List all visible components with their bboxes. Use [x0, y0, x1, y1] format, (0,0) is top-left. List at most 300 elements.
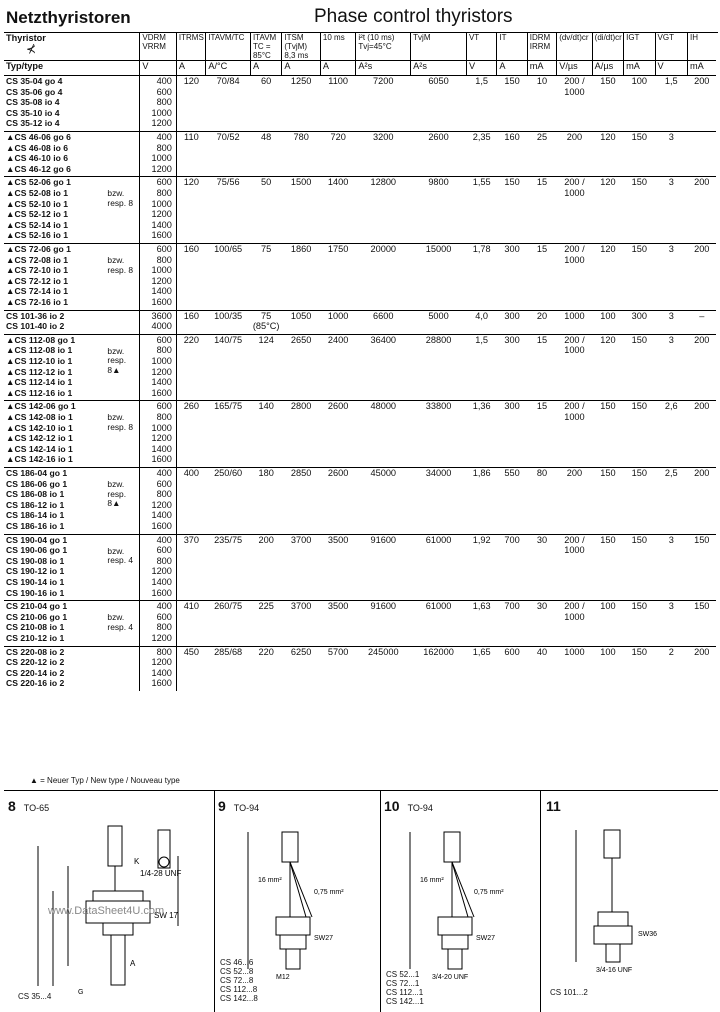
voltage-value: 1600	[151, 296, 172, 307]
thyristor-group-row	[4, 310, 716, 334]
column-header: VDRM VRRM	[140, 33, 177, 61]
type-designation: ▲CS 52-12 io 1	[6, 209, 69, 220]
spec-value: 33800	[411, 401, 467, 468]
type-designation: ▲CS 72-06 go 1	[6, 243, 71, 254]
voltage-value: 400	[156, 76, 172, 86]
label-thread: 3/4-16 UNF	[596, 967, 633, 974]
type-designation: CS 220-12 io 2	[6, 657, 65, 668]
voltage-value: 600	[156, 478, 172, 489]
spec-value: 150	[624, 601, 655, 646]
type-designation: ▲CS 112-08 io 1	[6, 345, 73, 356]
spec-value: 120	[592, 243, 623, 310]
spec-value: 200 / 1000	[557, 601, 592, 646]
spec-value: 140	[250, 401, 281, 468]
label-thread: 3/4-20 UNF	[432, 974, 469, 981]
label-m12: M12	[276, 974, 290, 981]
package-caption: CS 35...4	[18, 992, 52, 1001]
voltage-value: 600	[156, 243, 172, 254]
voltage-list	[140, 132, 177, 177]
package-name: TO-94	[233, 803, 260, 813]
type-list	[4, 132, 105, 177]
column-unit: mA	[624, 61, 655, 76]
voltage-value: 1600	[151, 678, 172, 689]
column-unit: A	[282, 61, 321, 76]
voltage-value: 1200	[151, 632, 172, 643]
spec-value: 200	[688, 646, 717, 691]
spec-value: 180	[250, 467, 281, 534]
spec-value: 120	[176, 177, 205, 244]
thyristor-group-row	[4, 401, 716, 468]
resp-note	[105, 132, 139, 177]
package-8-drawing	[8, 816, 208, 1006]
column-header: ITAVM TC = 85°C	[250, 33, 281, 61]
spec-value: 12800	[356, 177, 411, 244]
spec-value: 300	[497, 334, 527, 401]
type-designation: ▲CS 46-10 io 6	[6, 153, 69, 164]
spec-value: 150	[624, 243, 655, 310]
type-designation: CS 190-04 go 1	[6, 534, 68, 545]
voltage-value: 1200	[151, 163, 172, 174]
spec-value: 15	[527, 243, 556, 310]
voltage-value: 600	[156, 611, 172, 622]
column-unit: mA	[527, 61, 556, 76]
spec-value: 1,36	[466, 401, 496, 468]
type-designation: ▲CS 72-10 io 1	[6, 265, 69, 276]
label-16mm: 16 mm²	[258, 877, 282, 884]
voltage-value: 600	[156, 177, 172, 188]
package-number: 8	[8, 798, 16, 814]
header-typ: Typ/type	[4, 61, 140, 76]
voltage-value: 600	[156, 86, 172, 97]
spec-value: 120	[592, 177, 623, 244]
voltage-value: 800	[156, 489, 172, 500]
package-9	[218, 798, 378, 1008]
spec-value: 200	[688, 177, 717, 244]
spec-value: 1500	[282, 177, 321, 244]
type-list	[4, 334, 105, 401]
spec-value: 15	[527, 334, 556, 401]
spec-value: 200	[250, 534, 281, 601]
spec-value: 100/35	[206, 310, 251, 334]
type-designation: ▲CS 72-16 io 1	[6, 296, 69, 307]
voltage-value: 800	[156, 345, 172, 356]
type-designation: CS 35-12 io 4	[6, 118, 60, 129]
voltage-value: 400	[156, 534, 172, 545]
voltage-list	[140, 334, 177, 401]
type-designation: ▲CS 112-10 io 1	[6, 355, 73, 366]
voltage-value: 1000	[151, 265, 172, 276]
voltage-value: 1200	[151, 275, 172, 286]
spec-value: 1,63	[466, 601, 496, 646]
resp-note: bzw. resp. 8	[105, 401, 139, 468]
spec-value: 2600	[411, 132, 467, 177]
header-thyristor: Thyristor ⊀	[4, 33, 140, 61]
voltage-value: 600	[156, 545, 172, 556]
voltage-value: 1400	[151, 576, 172, 587]
type-designation: CS 186-14 io 1	[6, 510, 65, 521]
spec-value: 140/75	[206, 334, 251, 401]
spec-value: 260	[176, 401, 205, 468]
resp-note: bzw. resp. 8	[105, 243, 139, 310]
type-designation: CS 190-06 go 1	[6, 545, 68, 556]
column-header: IT	[497, 33, 527, 61]
spec-value: 720	[320, 132, 355, 177]
spec-value: 150	[624, 401, 655, 468]
spec-value: 410	[176, 601, 205, 646]
spec-value: 3	[655, 177, 687, 244]
column-header: (di/dt)cr	[592, 33, 623, 61]
footnote-new-type: ▲ = Neuer Typ / New type / Nouveau type	[30, 776, 180, 785]
voltage-value: 800	[156, 187, 172, 198]
package-number: 9	[218, 798, 226, 814]
spec-value: 15000	[411, 243, 467, 310]
voltage-value: 400	[156, 467, 172, 478]
spec-value: 10	[527, 76, 556, 132]
thyristor-group-row	[4, 132, 716, 177]
column-header: TvjM	[411, 33, 467, 61]
spec-value: 110	[176, 132, 205, 177]
spec-value: 100/65	[206, 243, 251, 310]
type-designation: ▲CS 46-08 io 6	[6, 142, 69, 153]
package-caption: CS 101...2	[550, 988, 588, 997]
spec-value: 75/56	[206, 177, 251, 244]
voltage-value: 600	[156, 334, 172, 345]
spec-value: 150	[624, 334, 655, 401]
spec-value: 3	[655, 310, 687, 334]
spec-value: 1,55	[466, 177, 496, 244]
resp-note: bzw. resp. 8▲	[105, 334, 139, 401]
spec-value: 30	[527, 601, 556, 646]
type-designation: CS 210-12 io 1	[6, 632, 65, 643]
spec-value: 1,86	[466, 467, 496, 534]
type-list	[4, 601, 105, 646]
spec-value: 40	[527, 646, 556, 691]
spec-value: 450	[176, 646, 205, 691]
spec-value: 100	[592, 646, 623, 691]
spec-value: 150	[592, 467, 623, 534]
spec-value: 250/60	[206, 467, 251, 534]
voltage-value: 1200	[151, 433, 172, 444]
voltage-value: 4000	[151, 321, 172, 332]
spec-value: 120	[176, 76, 205, 132]
voltage-value: 1600	[151, 387, 172, 398]
units-row	[4, 61, 716, 76]
type-list	[4, 76, 105, 132]
spec-value: 75	[250, 243, 281, 310]
spec-value: 48000	[356, 401, 411, 468]
voltage-list	[140, 401, 177, 468]
package-8	[8, 798, 212, 1008]
spec-value: 5000	[411, 310, 467, 334]
column-unit: A/µs	[592, 61, 623, 76]
spec-value: 1050	[282, 310, 321, 334]
thyristor-group-row	[4, 601, 716, 646]
spec-value: 3500	[320, 534, 355, 601]
spec-value: 150	[592, 76, 623, 132]
spec-value: 300	[497, 401, 527, 468]
spec-value: 150	[624, 177, 655, 244]
resp-note	[105, 76, 139, 132]
voltage-value: 1600	[151, 230, 172, 241]
spec-value: 5700	[320, 646, 355, 691]
header-row	[4, 33, 716, 61]
spec-value: 2800	[282, 401, 321, 468]
spec-value: 2,6	[655, 401, 687, 468]
type-designation: ▲CS 142-08 io 1	[6, 411, 73, 422]
type-designation: ▲CS 52-16 io 1	[6, 230, 69, 241]
column-unit: A	[320, 61, 355, 76]
spec-value: –	[688, 310, 717, 334]
page-title-english: Phase control thyristors	[314, 6, 513, 27]
label-a: A	[130, 959, 136, 968]
type-designation: CS 35-10 io 4	[6, 107, 60, 118]
column-unit: A/°C	[206, 61, 251, 76]
label-075mm: 0,75 mm²	[314, 889, 344, 896]
spec-value: 120	[592, 132, 623, 177]
label-sw36: SW36	[638, 931, 658, 938]
column-header: i²t (10 ms) Tvj=45°C	[356, 33, 411, 61]
spec-value: 1,78	[466, 243, 496, 310]
spec-value: 15	[527, 401, 556, 468]
thyristor-spec-table	[4, 33, 716, 691]
spec-value: 3	[655, 534, 687, 601]
column-unit: V	[655, 61, 687, 76]
label-sw27: SW27	[314, 935, 334, 942]
spec-value: 300	[497, 310, 527, 334]
voltage-list	[140, 646, 177, 691]
voltage-value: 800	[156, 646, 172, 657]
type-list	[4, 401, 105, 468]
type-designation: CS 35-08 io 4	[6, 97, 60, 108]
package-rule	[4, 790, 718, 791]
resp-note: bzw. resp. 4	[105, 601, 139, 646]
spec-value: 30	[527, 534, 556, 601]
column-header: VT	[466, 33, 496, 61]
column-header: ITAVM/TC	[206, 33, 251, 61]
spec-value: 36400	[356, 334, 411, 401]
type-designation: CS 186-12 io 1	[6, 499, 65, 510]
spec-value: 6600	[356, 310, 411, 334]
spec-value: 200	[688, 401, 717, 468]
type-designation: ▲CS 112-08 go 1	[6, 334, 76, 345]
spec-value: 200 / 1000	[557, 534, 592, 601]
spec-value: 7200	[356, 76, 411, 132]
spec-value: 45000	[356, 467, 411, 534]
spec-value: 34000	[411, 467, 467, 534]
spec-value: 100	[624, 76, 655, 132]
spec-value: 550	[497, 467, 527, 534]
type-designation: ▲CS 46-06 go 6	[6, 132, 71, 142]
spec-value: 20	[527, 310, 556, 334]
type-designation: CS 210-06 go 1	[6, 611, 68, 622]
spec-value: 150	[624, 646, 655, 691]
spec-value: 150	[592, 401, 623, 468]
spec-value: 160	[176, 310, 205, 334]
type-list	[4, 534, 105, 601]
column-header: VGT	[655, 33, 687, 61]
voltage-list	[140, 243, 177, 310]
spec-value: 2650	[282, 334, 321, 401]
thyristor-group-row	[4, 646, 716, 691]
column-header: ITSM (TvjM) 8,3 ms	[282, 33, 321, 61]
package-name: TO-65	[23, 803, 50, 813]
spec-value: 285/68	[206, 646, 251, 691]
column-unit: V/µs	[557, 61, 592, 76]
spec-value: 61000	[411, 534, 467, 601]
spec-value: 60	[250, 76, 281, 132]
type-designation: CS 186-04 go 1	[6, 467, 68, 478]
spec-value: 150	[624, 132, 655, 177]
voltage-value: 1200	[151, 118, 172, 129]
spec-value: 28800	[411, 334, 467, 401]
spec-value: 3500	[320, 601, 355, 646]
voltage-value: 1600	[151, 587, 172, 598]
spec-value: 160	[176, 243, 205, 310]
spec-value: 1,5	[466, 76, 496, 132]
spec-value: 61000	[411, 601, 467, 646]
resp-note	[105, 310, 139, 334]
voltage-list	[140, 76, 177, 132]
voltage-value: 1200	[151, 566, 172, 577]
type-designation: ▲CS 142-14 io 1	[6, 443, 73, 454]
spec-value: 1000	[557, 310, 592, 334]
column-unit: V	[140, 61, 177, 76]
spec-value: 150	[592, 534, 623, 601]
resp-note: bzw. resp. 4	[105, 534, 139, 601]
package-separator	[380, 790, 381, 1012]
spec-value: 200 / 1000	[557, 243, 592, 310]
spec-value: 600	[497, 646, 527, 691]
label-sw27: SW27	[476, 935, 496, 942]
type-designation: CS 220-16 io 2	[6, 678, 65, 689]
type-designation: ▲CS 142-10 io 1	[6, 422, 73, 433]
type-designation: CS 190-12 io 1	[6, 566, 65, 577]
type-designation: ▲CS 46-12 go 6	[6, 163, 71, 174]
type-designation: ▲CS 112-16 io 1	[6, 387, 73, 398]
spec-value: 25	[527, 132, 556, 177]
spec-value: 3	[655, 132, 687, 177]
spec-value: 1100	[320, 76, 355, 132]
type-designation: CS 220-14 io 2	[6, 667, 65, 678]
voltage-value: 1400	[151, 286, 172, 297]
spec-value: 780	[282, 132, 321, 177]
spec-value: 1,65	[466, 646, 496, 691]
spec-value: 1,5	[655, 76, 687, 132]
resp-note: bzw. resp. 8	[105, 177, 139, 244]
spec-value: 4,0	[466, 310, 496, 334]
spec-value: 370	[176, 534, 205, 601]
thyristor-group-row	[4, 334, 716, 401]
spec-value: 48	[250, 132, 281, 177]
column-unit: mA	[688, 61, 717, 76]
resp-note: bzw. resp. 8▲	[105, 467, 139, 534]
spec-value: 1860	[282, 243, 321, 310]
package-9-drawing	[218, 812, 376, 982]
voltage-list	[140, 601, 177, 646]
spec-value: 3700	[282, 534, 321, 601]
spec-value: 200 / 1000	[557, 401, 592, 468]
type-list	[4, 177, 105, 244]
type-designation: CS 186-16 io 1	[6, 520, 65, 531]
spec-value: 700	[497, 601, 527, 646]
spec-value: 6250	[282, 646, 321, 691]
spec-value: 162000	[411, 646, 467, 691]
voltage-value: 600	[156, 401, 172, 412]
spec-value: 2	[655, 646, 687, 691]
spec-value: 100	[592, 601, 623, 646]
spec-value: 165/75	[206, 401, 251, 468]
voltage-value: 3600	[151, 310, 172, 321]
column-unit: A	[176, 61, 205, 76]
spec-value: 200 / 1000	[557, 177, 592, 244]
type-designation: ▲CS 52-10 io 1	[6, 198, 69, 209]
package-separator	[214, 790, 215, 1012]
thyristor-group-row	[4, 467, 716, 534]
thyristor-group-row	[4, 243, 716, 310]
column-unit: V	[466, 61, 496, 76]
spec-value: 1250	[282, 76, 321, 132]
voltage-value: 1400	[151, 219, 172, 230]
spec-value: 2600	[320, 467, 355, 534]
spec-value: 220	[176, 334, 205, 401]
type-designation: ▲CS 52-08 io 1	[6, 187, 69, 198]
column-header: (dv/dt)cr	[557, 33, 592, 61]
voltage-value: 800	[156, 555, 172, 566]
column-unit: A	[497, 61, 527, 76]
label-16mm: 16 mm²	[420, 877, 444, 884]
type-designation: ▲CS 52-14 io 1	[6, 219, 69, 230]
column-header: IDRM IRRM	[527, 33, 556, 61]
spec-value: 150	[624, 534, 655, 601]
spec-value: 1,5	[466, 334, 496, 401]
spec-value: 235/75	[206, 534, 251, 601]
package-caption: CS 46...6 CS 52...8 CS 72...8 CS 112...8 CS 142...8	[220, 958, 258, 1003]
watermark-text: www.DataSheet4U.com	[48, 905, 165, 917]
type-designation: CS 101-36 io 2	[6, 310, 65, 321]
type-designation: CS 210-04 go 1	[6, 601, 68, 612]
spec-value: 150	[688, 601, 717, 646]
column-unit: A²s	[411, 61, 467, 76]
voltage-value: 800	[156, 254, 172, 265]
package-name: TO-94	[407, 803, 433, 813]
type-designation: CS 190-08 io 1	[6, 555, 65, 566]
voltage-value: 1400	[151, 667, 172, 678]
spec-value: 200	[557, 467, 592, 534]
package-10-drawing	[384, 812, 536, 982]
voltage-value: 1200	[151, 209, 172, 220]
label-k: 1/4-28 UNF	[140, 869, 182, 878]
spec-value: 3	[655, 334, 687, 401]
package-separator	[540, 790, 541, 1012]
spec-value: 160	[497, 132, 527, 177]
voltage-value: 1200	[151, 657, 172, 668]
spec-value: 400	[176, 467, 205, 534]
spec-value: 2,35	[466, 132, 496, 177]
spec-value: 91600	[356, 534, 411, 601]
spec-value: 1,92	[466, 534, 496, 601]
spec-value: 200 / 1000	[557, 334, 592, 401]
spec-value: 20000	[356, 243, 411, 310]
spec-value: 15	[527, 177, 556, 244]
spec-value: 245000	[356, 646, 411, 691]
voltage-value: 800	[156, 97, 172, 108]
spec-value: 2,5	[655, 467, 687, 534]
package-11	[546, 798, 716, 1008]
voltage-value: 1600	[151, 520, 172, 531]
voltage-value: 1000	[151, 198, 172, 209]
label-sw17: SW 17	[154, 911, 179, 920]
spec-value: 200 / 1000	[557, 76, 592, 132]
